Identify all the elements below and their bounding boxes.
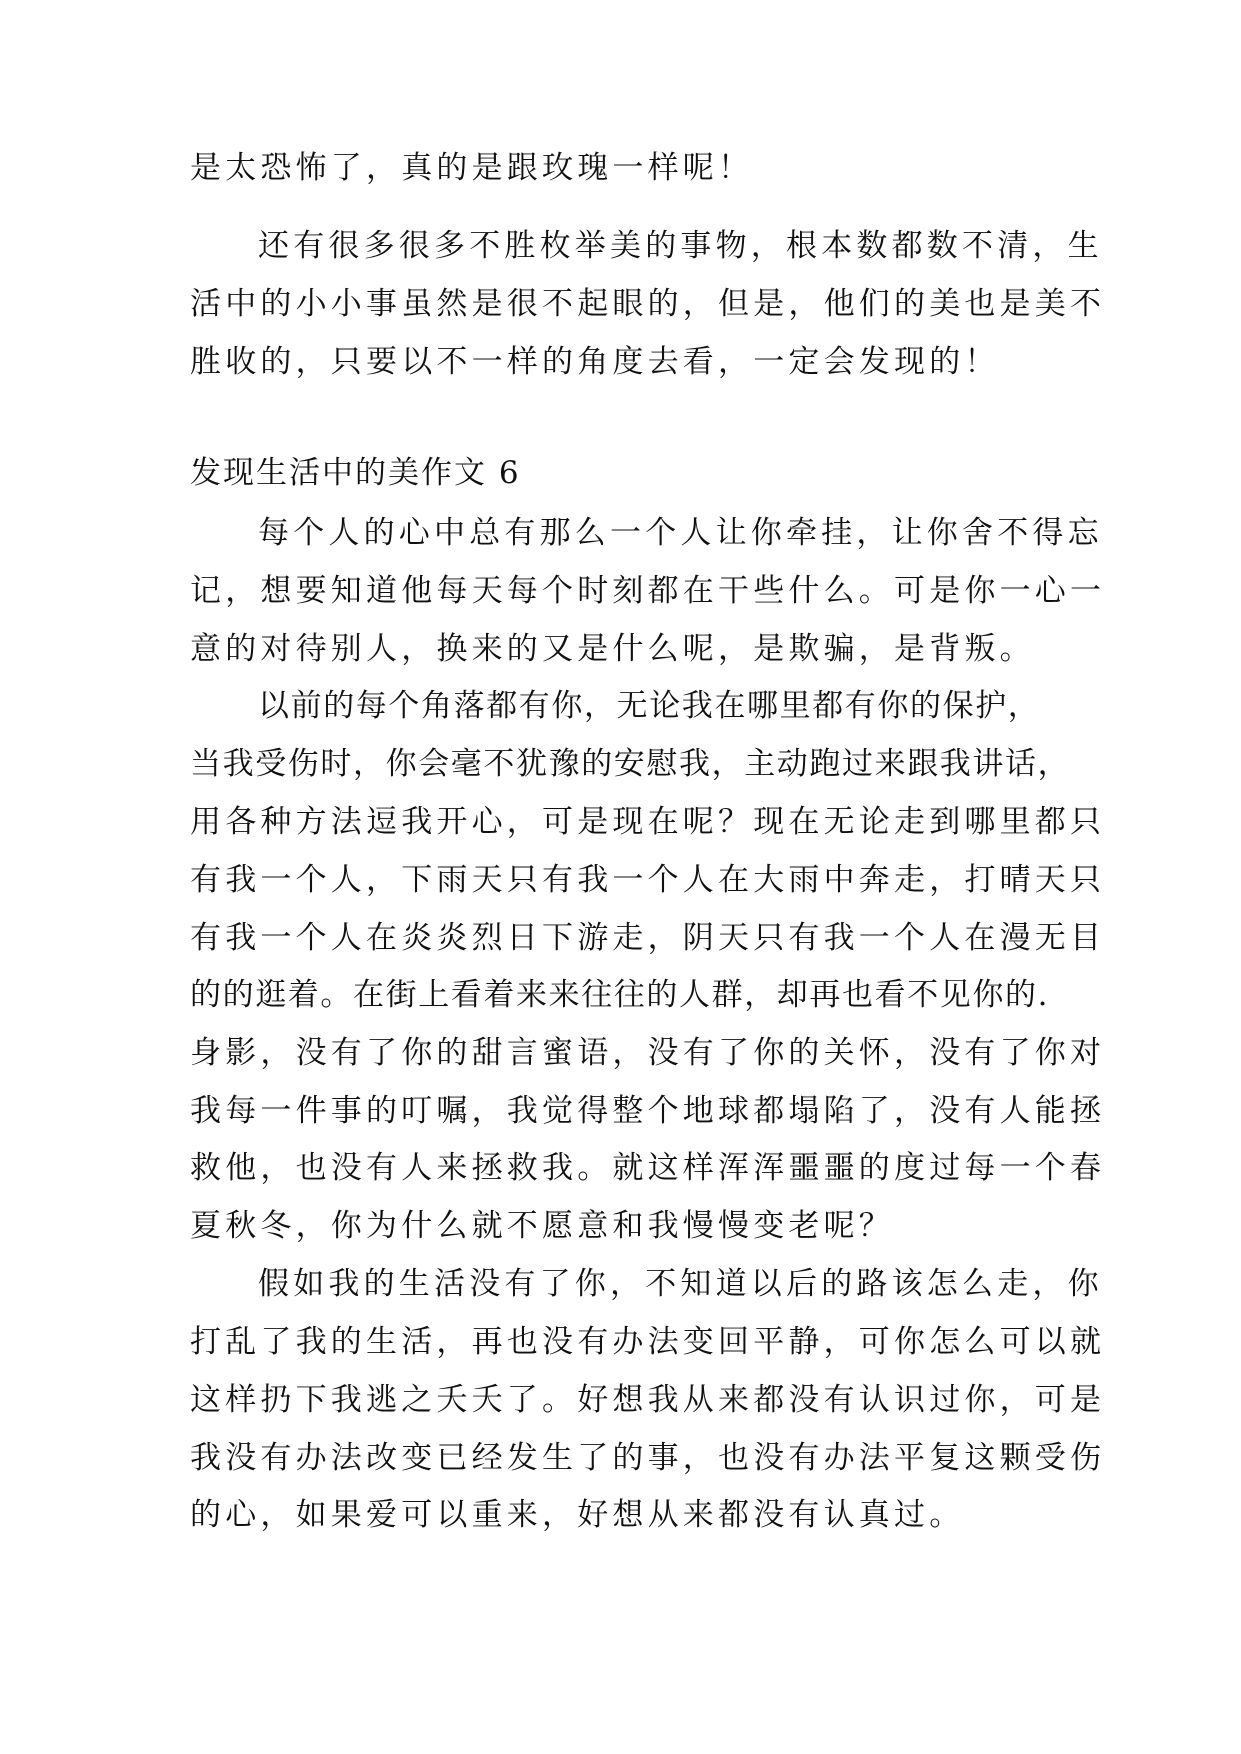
text-line: 这样扔下我逃之夭夭了。好想我从来都没有认识过你，可是 bbox=[190, 1382, 1106, 1418]
text-line: 的的逛着。在街上看着来来往往的人群，却再也看不见你的. bbox=[190, 977, 1050, 1013]
text-line: 夏秋冬，你为什么就不愿意和我慢慢变老呢？ bbox=[190, 1208, 894, 1244]
text-line: 有我一个人，下雨天只有我一个人在大雨中奔走，打晴天只 bbox=[190, 862, 1106, 898]
text-line: 我每一件事的叮嘱，我觉得整个地球都塌陷了，没有人能拯 bbox=[190, 1093, 1106, 1129]
text-line: 每个人的心中总有那么一个人让你牵挂，让你舍不得忘 bbox=[258, 515, 1103, 551]
section-title: 发现生活中的美作文 6 bbox=[190, 455, 521, 491]
text-line: 当我受伤时，你会毫不犹豫的安慰我，主动跑过来跟我讲话， bbox=[190, 746, 1071, 782]
text-line: 打乱了我的生活，再也没有办法变回平静，可你怎么可以就 bbox=[190, 1324, 1106, 1360]
text-line: 记，想要知道他每天每个时刻都在干些什么。可是你一心一 bbox=[190, 573, 1106, 609]
text-line: 假如我的生活没有了你，不知道以后的路该怎么走，你 bbox=[258, 1266, 1103, 1302]
text-line: 意的对待别人，换来的又是什么呢，是欺骗，是背叛。 bbox=[190, 631, 1035, 667]
text-line: 胜收的，只要以不一样的角度去看，一定会发现的！ bbox=[190, 344, 1000, 380]
text-line: 用各种方法逗我开心，可是现在呢？现在无论走到哪里都只 bbox=[190, 804, 1106, 840]
text-line: 身影，没有了你的甜言蜜语，没有了你的关怀，没有了你对 bbox=[190, 1035, 1106, 1071]
text-line: 以前的每个角落都有你，无论我在哪里都有你的保护， bbox=[258, 688, 1041, 724]
text-line: 有我一个人在炎炎烈日下游走，阴天只有我一个人在漫无目 bbox=[190, 920, 1106, 956]
text-line: 的心，如果爱可以重来，好想从来都没有认真过。 bbox=[190, 1497, 965, 1533]
text-line: 是太恐怖了，真的是跟玫瑰一样呢！ bbox=[190, 150, 754, 186]
text-line: 救他，也没有人来拯救我。就这样浑浑噩噩的度过每一个春 bbox=[190, 1150, 1106, 1186]
text-line: 还有很多很多不胜枚举美的事物，根本数都数不清，生 bbox=[258, 228, 1103, 264]
text-line: 活中的小小事虽然是很不起眼的，但是，他们的美也是美不 bbox=[190, 286, 1106, 322]
text-line: 我没有办法改变已经发生了的事，也没有办法平复这颗受伤 bbox=[190, 1440, 1106, 1476]
